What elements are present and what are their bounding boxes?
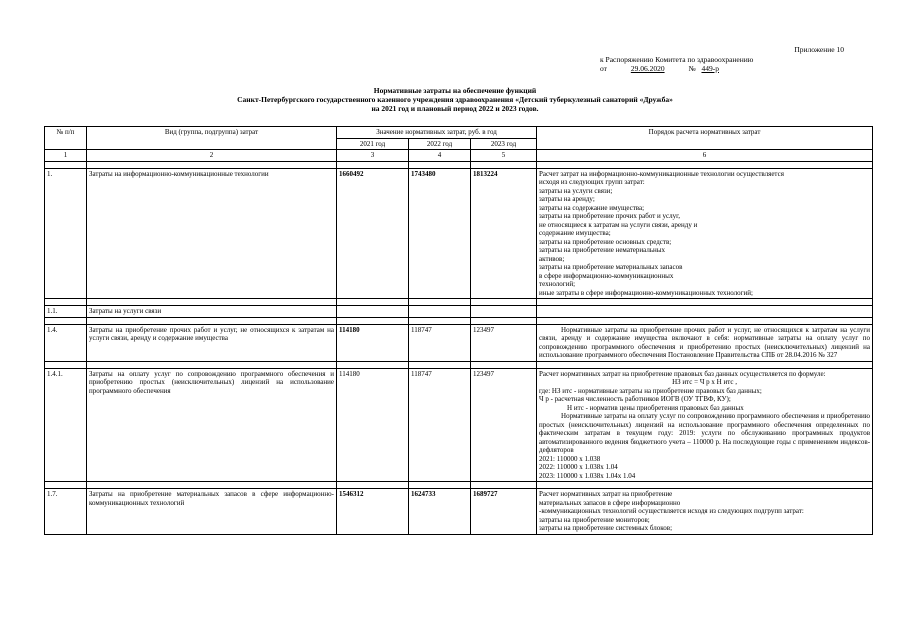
row-value-2023 — [471, 306, 537, 318]
formula: НЗ итс = Ч р х Н итс , — [672, 378, 737, 386]
desc-line: затраты на приобретение основных средств; — [539, 237, 672, 246]
col-num-2: 2 — [87, 150, 337, 162]
title-line3: на 2021 год и плановый период 2022 и 2023 годов. — [371, 104, 539, 113]
row-num: 1.4.1. — [45, 368, 87, 482]
desc-line: Расчет затрат на информационно-коммуникационные технологии осуществляется — [539, 169, 784, 178]
appendix-date: 29.06.2020 — [630, 64, 665, 73]
row-num: 1.7. — [45, 489, 87, 535]
row-num: 1. — [45, 168, 87, 299]
row-description: Нормативные затраты на приобретение прочих работ и услуг, не относящихся к затратам на услуги связи, аренду и содержание имущества включают в себя: нормативные затраты на оплату услуг по сопровождению программного обеспечения и приобретению простых (неисключительных) лицензий на использование программного обеспечения Постановление Правительства СПБ от 28.04.2016 № 327 — [537, 324, 873, 361]
column-number-row — [45, 150, 873, 162]
table-row — [45, 324, 873, 361]
row-name: Затраты на услуги связи — [87, 306, 337, 318]
row-name: Затраты на приобретение материальных запасов в сфере информационно-коммуникационных технологий — [87, 489, 337, 535]
col-num-6: 6 — [537, 150, 873, 162]
desc-line: технологий; — [539, 280, 576, 288]
appendix-num-label: № — [688, 64, 696, 73]
row-value-2022: 1624733 — [409, 489, 471, 535]
desc-line: материальных запасов в сфере информационно — [539, 498, 681, 507]
desc-line: Н итс - норматив цены приобретения правовых баз данных — [567, 403, 744, 412]
row-value-2022: 118747 — [409, 368, 471, 482]
desc-line: 2021: 110000 х 1.038 — [539, 454, 601, 463]
row-description — [537, 306, 873, 318]
header-num: № п/п — [45, 127, 87, 150]
desc-line: Расчет нормативных затрат на приобретение — [539, 490, 673, 498]
desc-line: Расчет нормативных затрат на приобретение правовых баз данных осуществляется по формуле: — [539, 369, 826, 378]
appendix-block — [600, 45, 850, 74]
desc-line: затраты на приобретение мониторов; — [539, 515, 650, 524]
appendix-line1: Приложение 10 — [794, 45, 844, 54]
row-name: Затраты на информационно-коммуникационные технологии — [87, 168, 337, 299]
col-num-4: 4 — [409, 150, 471, 162]
header-2021: 2021 год — [337, 138, 409, 150]
row-value-2021 — [337, 306, 409, 318]
header-type: Вид (группа, подгруппа) затрат — [87, 127, 337, 150]
desc-line: 2023: 110000 х 1.038х 1.04х 1.04 — [539, 471, 636, 480]
row-value-2023: 123497 — [471, 324, 537, 361]
header-order: Порядок расчета нормативных затрат — [537, 127, 873, 150]
title-line1: Нормативные затраты на обеспечение функций — [373, 86, 537, 95]
desc-paragraph: Нормативные затраты на оплату услуг по сопровождению программного обеспечения и приобретению простых (неисключительных) лицензий на использование программного обеспечения определенных по фактическим затратам в текущем году: 2019: услуги по обслуживанию программных продуктов автоматизированного ведения бюджетного учета – 110000 р. На последующие годы с применением индексов-дефляторов — [539, 412, 871, 454]
desc-line: затраты на приобретение нематериальных — [539, 246, 665, 254]
desc-line: затраты на приобретение системных блоков; — [539, 524, 673, 532]
row-num: 1.4. — [45, 324, 87, 361]
cost-table — [44, 126, 873, 535]
appendix-number: 449-р — [701, 64, 719, 73]
table-row — [45, 168, 873, 299]
table-row — [45, 306, 873, 318]
row-value-2022: 118747 — [409, 324, 471, 361]
appendix-from-label: от — [600, 64, 607, 73]
desc-line: -коммуникационных технологий осуществляется исходя из следующих подгрупп затрат: — [539, 507, 804, 515]
desc-line: исходя из следующих групп затрат: — [539, 178, 645, 186]
desc-line: содержание имущества; — [539, 229, 611, 237]
row-description — [537, 168, 873, 299]
row-num: 1.1. — [45, 306, 87, 318]
header-2022: 2022 год — [409, 138, 471, 150]
desc-line: в сфере информационно-коммуникационных — [539, 271, 674, 280]
row-value-2023: 123497 — [471, 368, 537, 482]
table-row — [45, 489, 873, 535]
desc-line: затраты на услуги связи; — [539, 186, 613, 195]
row-description — [537, 489, 873, 535]
desc-line: Ч р - расчетная численность работников ИОГВ (ОУ ТГВФ, КУ); — [539, 395, 731, 403]
desc-line: затраты на аренду; — [539, 195, 595, 203]
row-description — [537, 368, 873, 482]
row-name: Затраты на приобретение прочих работ и услуг, не относящихся к затратам на услуги связи, аренду и содержание имущества — [87, 324, 337, 361]
desc-line: затраты на приобретение материальных запасов — [539, 263, 683, 271]
title-line2: Санкт-Петербургского государственного казенного учреждения здравоохранения «Детский туберкулезный санаторий «Дружба» — [237, 95, 673, 104]
table-row — [45, 368, 873, 482]
row-name: Затраты на оплату услуг по сопровождению программного обеспечения и приобретению простых (неисключительных) лицензий на использование программного обеспечения — [87, 368, 337, 482]
row-value-2021: 1546312 — [337, 489, 409, 535]
row-value-2021: 114180 — [337, 368, 409, 482]
appendix-line2: к Распоряжению Комитета по здравоохранению — [600, 54, 754, 64]
desc-line: 2022: 110000 х 1.038х 1.04 — [539, 463, 618, 471]
desc-line: иные затраты в сфере информационно-коммуникационных технологий; — [539, 288, 753, 297]
row-value-2023: 1689727 — [471, 489, 537, 535]
row-value-2022 — [409, 306, 471, 318]
row-value-2022: 1743480 — [409, 168, 471, 299]
desc-line: затраты на содержание имущества; — [539, 203, 645, 212]
row-value-2023: 1813224 — [471, 168, 537, 299]
appendix-date-line — [600, 64, 850, 74]
document-title — [150, 86, 760, 113]
row-value-2021: 1660492 — [337, 168, 409, 299]
col-num-1: 1 — [45, 150, 87, 162]
col-num-5: 5 — [471, 150, 537, 162]
desc-line: активов; — [539, 254, 565, 263]
header-row — [45, 127, 873, 139]
desc-line: где: НЗ итс - нормативные затраты на приобретение правовых баз данных; — [539, 386, 762, 395]
col-num-3: 3 — [337, 150, 409, 162]
desc-line: затраты на приобретение прочих работ и услуг, — [539, 212, 680, 220]
row-value-2021: 114180 — [337, 324, 409, 361]
header-2023: 2023 год — [471, 138, 537, 150]
header-values: Значение нормативных затрат, руб. в год — [337, 127, 537, 139]
desc-line: не относящиеся к затратам на услуги связи, аренду и — [539, 220, 698, 229]
